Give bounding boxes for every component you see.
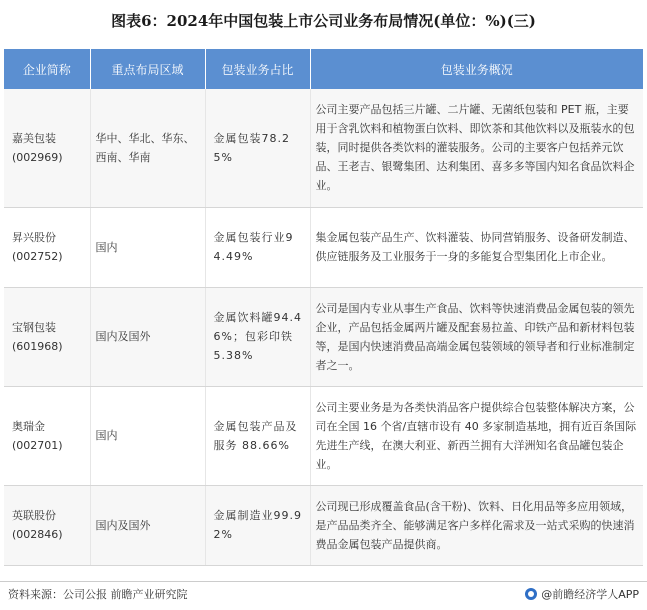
share-cell: 金属包装产品及服务 88.66%	[205, 386, 310, 485]
header-share: 包装业务占比	[205, 49, 310, 89]
stock-code: (002969)	[12, 150, 63, 164]
share-cell: 金属饮料罐94.46%；包彩印铁 5.38%	[205, 287, 310, 386]
company-cell	[4, 485, 90, 565]
stock-code: (002752)	[12, 250, 63, 263]
table-row	[4, 386, 643, 485]
region-cell: 华中、华北、华东、西南、华南	[90, 89, 205, 207]
company-cell	[4, 207, 90, 287]
table-row	[4, 207, 643, 287]
share-cell: 金属包装78.25%	[205, 89, 310, 207]
stock-code: (002846)	[12, 528, 63, 541]
company-cell	[4, 287, 90, 386]
overview-cell: 公司现已形成覆盖食品(含干粉)、饮料、日化用品等多应用领域，是产品品类齐全、能够满足客户多样化需求及一站式采购的快速消费品金属包装产品提供商。	[310, 485, 643, 565]
region-cell: 国内及国外	[90, 485, 205, 565]
stock-code: (002701)	[12, 438, 63, 452]
stock-code: (601968)	[12, 339, 63, 353]
region-cell: 国内及国外	[90, 287, 205, 386]
company-name: 宝钢包装	[12, 320, 56, 334]
brand-label: @前瞻经济学人APP	[541, 588, 639, 601]
footer	[0, 581, 647, 604]
table-row	[4, 89, 643, 207]
source-note: 资料来源：公司公报 前瞻产业研究院	[8, 588, 188, 601]
company-name: 英联股份	[12, 509, 56, 522]
company-name: 奥瑞金	[12, 419, 45, 433]
table-row	[4, 485, 643, 565]
share-cell: 金属包装行业94.49%	[205, 207, 310, 287]
share-cell: 金属制造业99.92%	[205, 485, 310, 565]
company-name: 嘉美包装	[12, 131, 56, 145]
business-layout-table	[4, 49, 643, 566]
table-header-row	[4, 49, 643, 89]
header-region: 重点布局区域	[90, 49, 205, 89]
overview-cell: 公司主要业务是为各类快消品客户提供综合包装整体解决方案，公司在全国 16 个省/直辖市设有 40 多家制造基地，拥有近百条国际先进生产线，在澳大利亚、新西兰拥有大洋洲知名食品罐包装企业。	[310, 386, 643, 485]
region-cell: 国内	[90, 207, 205, 287]
table-row	[4, 287, 643, 386]
overview-cell: 公司主要产品包括三片罐、二片罐、无菌纸包装和 PET 瓶，主要用于含乳饮料和植物蛋白饮料、即饮茶和其他饮料以及瓶装水的包装，同时提供各类饮料的灌装服务。公司的主要客户包括养元饮品、王老吉、银鹭集团、达利集团、喜多多等国内知名食品饮料企业。	[310, 89, 643, 207]
header-company: 企业简称	[4, 49, 90, 89]
company-cell	[4, 386, 90, 485]
company-cell	[4, 89, 90, 207]
chart-title: 图表6：2024年中国包装上市公司业务布局情况(单位：%)(三)	[111, 12, 536, 30]
region-cell: 国内	[90, 386, 205, 485]
overview-cell: 公司是国内专业从事生产食品、饮料等快速消费品金属包装的领先企业，产品包括金属两片罐及配套易拉盖、印铁产品和新材料包装等，是国内快速消费品高端金属包装领域的领导者和行业标准制定者之一。	[310, 287, 643, 386]
qianzhan-logo-icon	[525, 588, 537, 600]
header-overview: 包装业务概况	[310, 49, 643, 89]
overview-cell: 集金属包装产品生产、饮料灌装、协同营销服务、设备研发制造、供应链服务及工业服务于一身的多能复合型集团化上市企业。	[310, 207, 643, 287]
brand-credit	[525, 586, 639, 602]
company-name: 昇兴股份	[12, 231, 56, 244]
